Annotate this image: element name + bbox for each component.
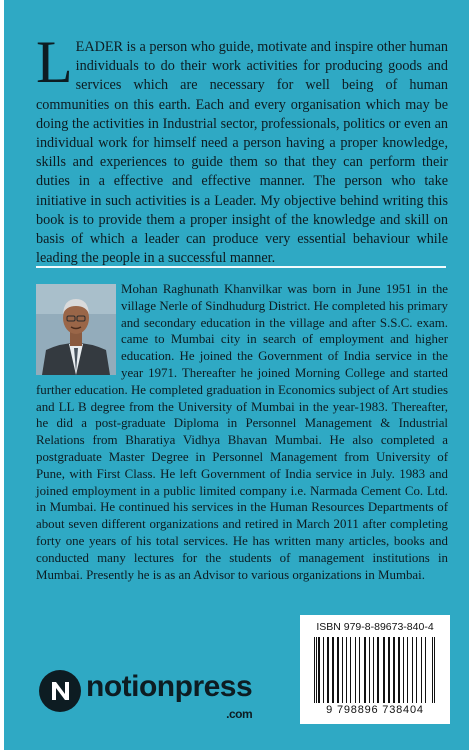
publisher-name — [86, 670, 253, 721]
barcode-bar — [342, 637, 343, 703]
barcode-bar — [416, 637, 417, 703]
barcode-bar — [373, 637, 374, 703]
barcode-bars — [314, 637, 436, 703]
barcode-bar — [318, 637, 320, 703]
barcode-bar — [421, 637, 422, 703]
isbn-label: ISBN 979-8-89673-840-4 — [316, 621, 434, 633]
barcode-bar — [355, 637, 356, 703]
photo-spacer — [36, 281, 121, 377]
barcode-bar — [364, 637, 366, 703]
author-bio-text: Mohan Raghunath Khanvilkar was born in June 1951 in the village Nerle of Sindhudurg District. He completed his primary and secondary education in the village and after S.S.C. exam. came to Mumbai city in search of employment and higher education. He joined the Government of India service in the year 1971. Thereafter he joined Morning College and started further education. He completed graduation in Economics subject of Art studies and LL B degree from the University of Mumbai in the year-1983. Thereafter, he did a post-graduate Diploma in Personnel Management & Industrial Relations from Bharatiya Vidhya Bhavan Mumbai. He also completed a postgraduate Master Degree in Personnel Management from University of Pune, with First Class. He left Government of India service in July. 1983 and joined employment in a public limited company i.e. Narmada Cement Co. Ltd. in Mumbai. He continued his services in the Human Resources Departments of about seven different organizations and retired in March 2011 after completing forty one years of his total services. He has written many articles, books and conducted many lectures for the students of management institutions in Mumbai. Presently he is as an Advisor to various organizations in Mumbai. — [36, 282, 448, 582]
barcode-bar — [337, 637, 339, 703]
publisher-suffix: .com — [226, 707, 253, 721]
barcode-bar — [403, 637, 404, 703]
back-cover — [4, 0, 469, 750]
barcode-bar — [359, 637, 360, 703]
barcode-bar — [383, 637, 385, 703]
barcode-bar — [323, 637, 324, 703]
barcode-bar — [350, 637, 351, 703]
isbn-barcode — [300, 615, 450, 724]
barcode-bar — [398, 637, 400, 703]
author-bio — [36, 281, 448, 583]
publisher-name-text: notionpress — [86, 670, 253, 703]
barcode-bar — [327, 637, 329, 703]
notionpress-logo-icon — [38, 669, 82, 713]
blurb-text: EADER is a person who guide, motivate and inspire other human individuals to do their work activities for producing goods and services which are necessary for well being of human communities on this earth. Each and every organisation which may be doing the activities in Industrial sector, professionals, politics or even an individual work for himself need a person having a proper knowledge, skills and experiences to guide them so that they can perform their duties in a effective and effective manner. The person who take initiative in such activities is a Leader. My objective behind writing this book is to provide them a proper insight of the knowledge and skill on basis of which a leader can produce very essential behaviour while leading the people in a successful manner. — [36, 39, 449, 267]
barcode-bar — [332, 637, 334, 703]
barcode-digits: 9 798896 738404 — [326, 704, 424, 716]
barcode-bar — [407, 637, 408, 703]
barcode-bar — [393, 637, 395, 703]
blurb-paragraph — [36, 29, 449, 268]
barcode-bar — [425, 637, 426, 703]
barcode-bar — [346, 637, 347, 703]
barcode-bar — [369, 637, 370, 703]
barcode-bar — [432, 637, 433, 703]
barcode-bar — [412, 637, 413, 703]
drop-cap: L — [36, 29, 73, 95]
barcode-bar — [434, 637, 435, 703]
section-divider — [36, 266, 446, 268]
publisher-logo — [38, 667, 253, 721]
barcode-bar — [316, 637, 317, 703]
barcode-bar — [388, 637, 390, 703]
barcode-bar — [314, 637, 315, 703]
barcode-bar — [377, 637, 379, 703]
